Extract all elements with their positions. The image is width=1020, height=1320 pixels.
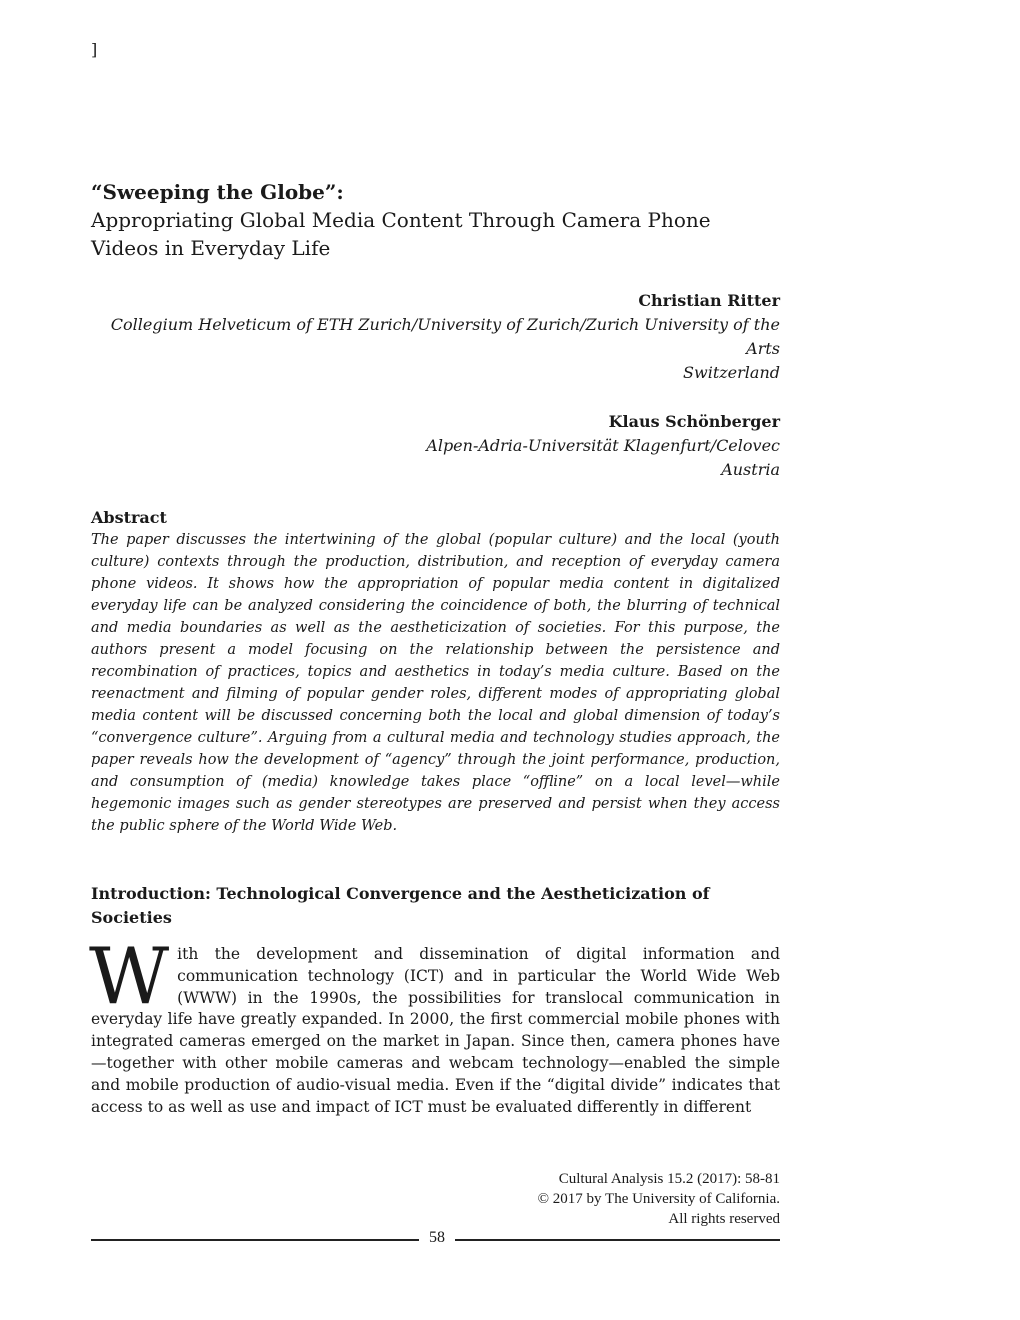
author-name: Klaus Schönberger: [608, 412, 780, 431]
article-title: [91, 178, 791, 262]
section-heading: Introduction: Technological Convergence and the Aestheticization of Societies: [91, 884, 710, 927]
abstract-heading: Abstract: [91, 508, 167, 527]
author-affiliation: Collegium Helveticum of ETH Zurich/University of Zurich/Zurich University of the: [110, 315, 780, 334]
drop-cap: W: [89, 932, 170, 1022]
page-number: 58: [429, 1229, 445, 1246]
author-country: Austria: [721, 460, 780, 479]
author-block-2: [80, 410, 780, 482]
title-main: “Sweeping the Globe”:: [91, 180, 344, 204]
author-affiliation: Alpen-Adria-Universität Klagenfurt/Celovec: [426, 436, 780, 455]
title-subtitle-line-1: Appropriating Global Media Content Through Camera Phone: [91, 208, 711, 232]
footer-rule-right: [455, 1239, 780, 1241]
author-name: Christian Ritter: [638, 291, 780, 310]
body-paragraph: [89, 932, 780, 1118]
margin-marker: ]: [91, 40, 98, 59]
abstract-section: [91, 507, 780, 837]
author-block-1: [80, 289, 780, 385]
body-text: ith the development and dissemination of digital information and communication technology (ICT) and in particular the World Wide Web (WWW) in the 1990s, the possibilities for translocal communication in everyday life have greatly expanded. In 2000, the first commercial mobile phones with integrated cameras emerged on the market in Japan. Since then, camera phones have—together with other mobile cameras and webcam technology—enabled the simple and mobile production of audio-visual media. Even if the “digital divide” indicates that access to as well as use and impact of ICT must be evaluated differently in different: [91, 945, 780, 1116]
page-footer: [538, 1169, 780, 1229]
rights-notice: All rights reserved: [668, 1211, 780, 1227]
author-affiliation-cont: Arts: [746, 339, 780, 358]
footer-rule-left: [91, 1239, 419, 1241]
title-subtitle-line-2: Videos in Everyday Life: [91, 236, 331, 260]
introduction-section: [91, 882, 780, 1118]
author-country: Switzerland: [683, 363, 780, 382]
abstract-text: The paper discusses the intertwining of the global (popular culture) and the local (youth culture) contexts through the production, distribution, and reception of everyday camera phone videos. It shows how the appropriation of popular media content in digitalized everyday life can be analyzed considering the coincidence of both, the blurring of technical and media boundaries as well as the aestheticization of societies. For this purpose, the authors present a model focusing on the relationship between the persistence and recombination of practices, topics and aesthetics in today’s media culture. Based on the reenactment and filming of popular gender roles, different modes of appropriating global media content will be discussed concerning both the local and global dimension of today’s “convergence culture”. Arguing from a cultural media and technology studies approach, the paper reveals how the development of “agency” through the joint performance, production, and consumption of (media) knowledge takes place “offline” on a local level—while hegemonic images such as gender stereotypes are preserved and persist when they access the public sphere of the World Wide Web.: [91, 532, 780, 834]
journal-citation: Cultural Analysis 15.2 (2017): 58-81: [558, 1171, 780, 1187]
copyright-notice: © 2017 by The University of California.: [537, 1191, 780, 1207]
